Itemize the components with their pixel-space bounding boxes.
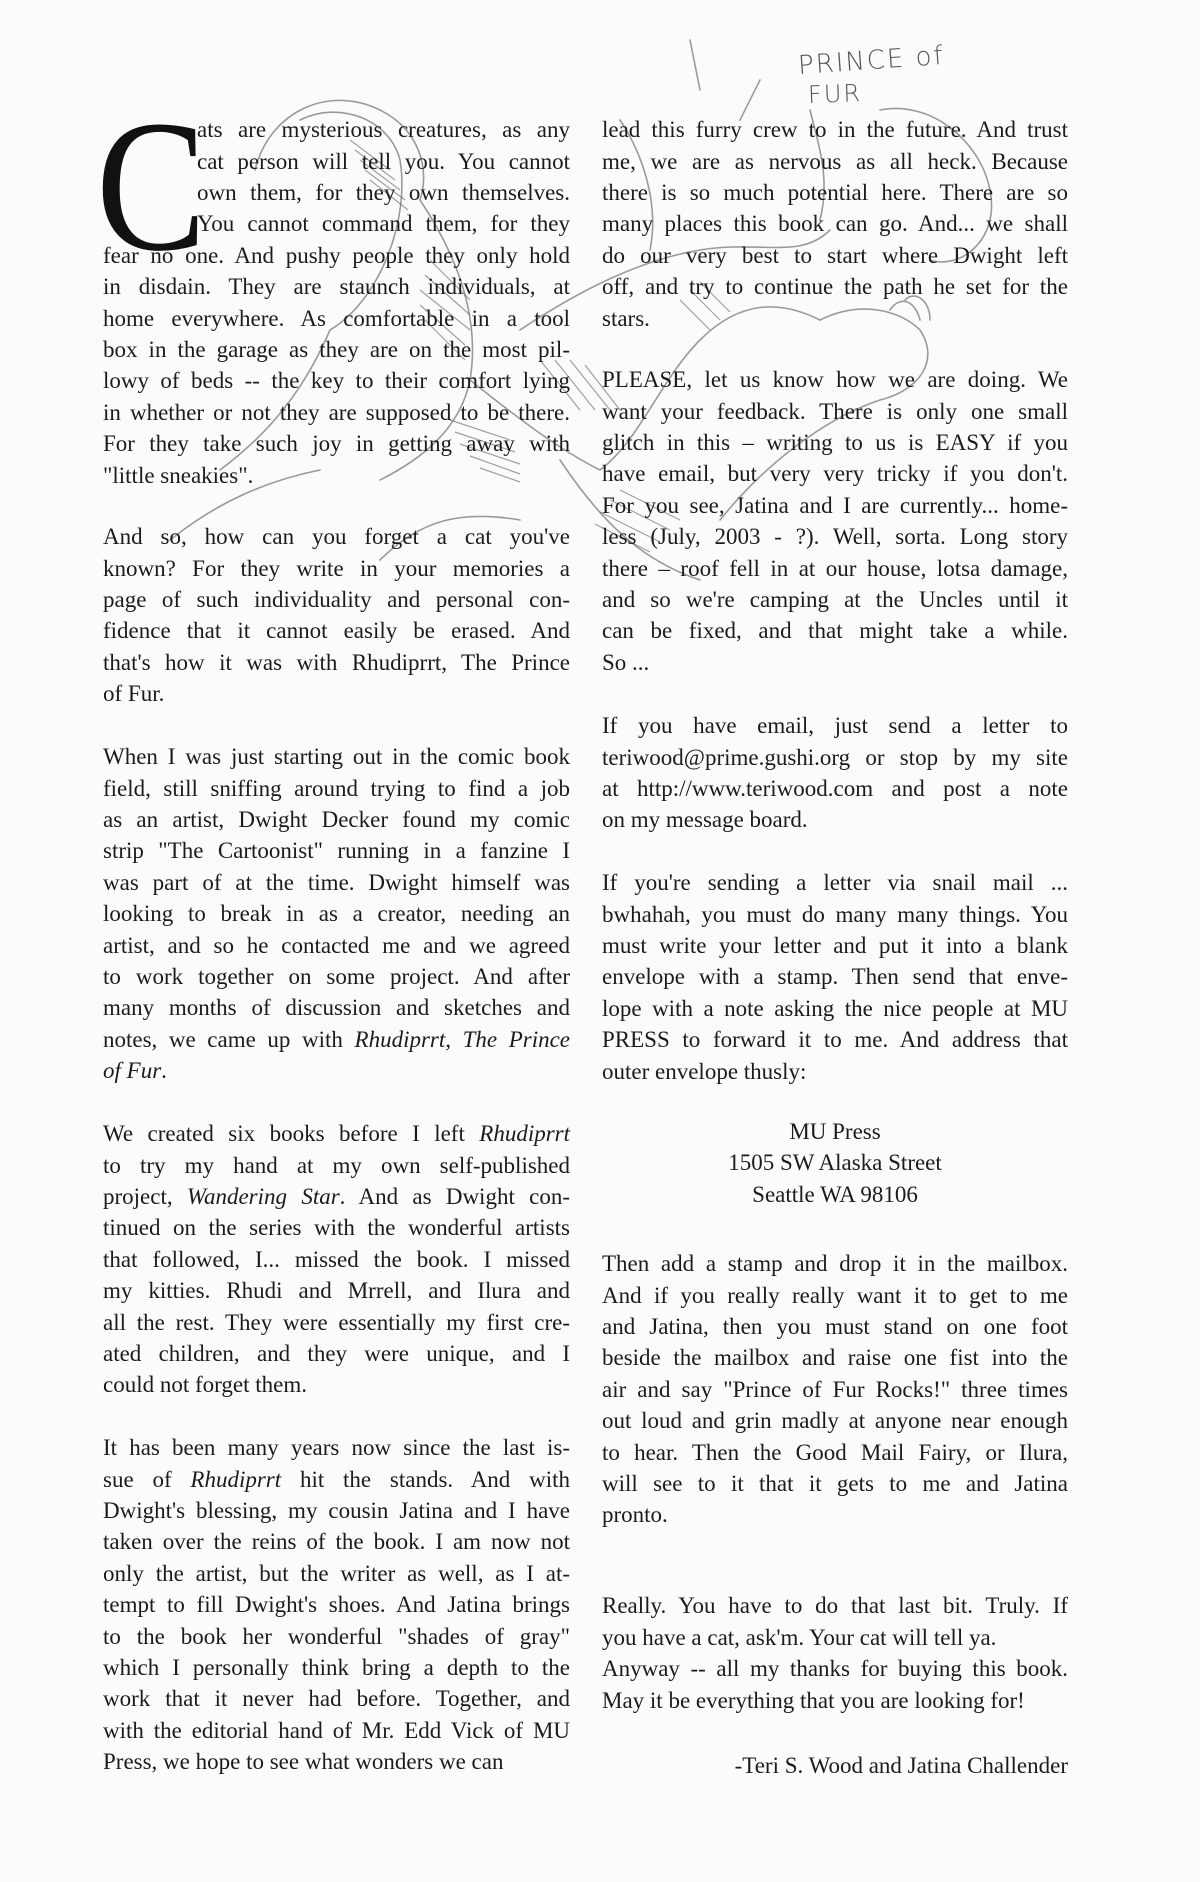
- text-line: [602, 303, 1068, 334]
- paragraph: [602, 1653, 1068, 1716]
- text-segment: And if you really really want it to get to me: [602, 1282, 1068, 1308]
- text-segment: For they take such joy in getting away with: [103, 431, 570, 457]
- text-segment: artist, and so he contacted me and we agreed: [103, 932, 570, 958]
- text-line: [602, 208, 1068, 239]
- text-segment: "little sneakies".: [103, 462, 254, 488]
- text-line: [602, 114, 1068, 145]
- text-line: [602, 396, 1068, 427]
- text-segment: can be fixed, and that might take a while.: [602, 618, 1068, 644]
- italic-title-text: of Fur: [103, 1058, 162, 1084]
- text-segment: PRESS to forward it to me. And address that: [602, 1027, 1068, 1053]
- text-line: [103, 303, 570, 334]
- text-line: [602, 427, 1068, 458]
- text-line: [103, 930, 570, 961]
- text-line: [602, 867, 1068, 898]
- text-segment: as an artist, Dwight Decker found my comic: [103, 807, 570, 833]
- text-line: [602, 1590, 1068, 1621]
- text-line: [103, 1495, 570, 1526]
- text-segment: work that it never had before. Together, and: [103, 1686, 570, 1712]
- text-line: [103, 773, 570, 804]
- text-segment: If you have email, just send a letter to: [602, 713, 1068, 739]
- text-line: [103, 271, 570, 302]
- text-segment: ats are mysterious creatures, as any: [197, 117, 570, 143]
- text-segment: have email, but very very tricky if you don't.: [602, 461, 1068, 487]
- text-segment: was part of at the time. Dwight himself was: [103, 869, 570, 895]
- text-segment: home everywhere. As comfortable in a tool: [103, 305, 570, 331]
- text-line: [103, 1589, 570, 1620]
- text-line: [103, 521, 570, 552]
- text-segment: Anyway -- all my thanks for buying this book.: [602, 1656, 1068, 1682]
- text-segment: many places this book can go. And... we shall: [602, 211, 1068, 237]
- text-segment: lowy of beds -- the key to their comfort lying: [103, 368, 570, 394]
- text-segment: in whether or not they are supposed to be there.: [103, 399, 570, 425]
- text-segment: there – roof fell in at our house, lotsa damage,: [602, 555, 1068, 581]
- text-line: [103, 647, 570, 678]
- text-segment: . And as Dwight con-: [339, 1184, 570, 1210]
- text-line: [602, 364, 1068, 395]
- text-line: [197, 114, 570, 145]
- text-segment: stars.: [602, 305, 650, 331]
- text-line: [602, 615, 1068, 646]
- text-segment: known? For they write in your memories a: [103, 555, 570, 581]
- paragraph: [602, 710, 1068, 836]
- text-line: [602, 1056, 1068, 1087]
- handwritten-title-line2: FUR: [807, 79, 863, 109]
- text-segment: there is so much potential here. There are so: [602, 180, 1068, 206]
- text-line: [103, 1746, 570, 1777]
- text-segment: We created six books before I left: [103, 1121, 480, 1147]
- text-segment: you have a cat, ask'm. Your cat will tell ya.: [602, 1624, 997, 1650]
- text-line: [602, 521, 1068, 552]
- text-segment: out loud and grin madly at anyone near enough: [602, 1408, 1068, 1434]
- text-line: [103, 835, 570, 866]
- italic-title-text: Rhudiprrt: [479, 1121, 570, 1147]
- text-line: [103, 397, 570, 428]
- text-line: [602, 146, 1068, 177]
- text-segment: .: [161, 1058, 167, 1084]
- text-line: [602, 1374, 1068, 1405]
- text-segment: all the rest. They were essentially my first cre-: [103, 1309, 570, 1335]
- text-segment: sue of: [103, 1466, 191, 1492]
- text-segment: fidence that it cannot easily be erased. And: [103, 618, 570, 644]
- text-segment: tempt to fill Dwight's shoes. And Jatina brings: [103, 1592, 570, 1618]
- text-line: [103, 584, 570, 615]
- text-line: [103, 1024, 570, 1055]
- text-segment: tinued on the series with the wonderful artists: [103, 1215, 570, 1241]
- text-segment: which I personally think bring a depth to the: [103, 1655, 570, 1681]
- text-line: [602, 773, 1068, 804]
- text-line: [602, 1342, 1068, 1373]
- text-segment: And so, how can you forget a cat you've: [103, 524, 570, 550]
- text-line: [103, 1212, 570, 1243]
- text-line: [197, 177, 570, 208]
- text-segment: project,: [103, 1184, 187, 1210]
- text-line: [602, 1499, 1068, 1530]
- text-line: [602, 584, 1068, 615]
- text-segment: When I was just starting out in the comic book: [103, 744, 570, 770]
- text-line: [602, 458, 1068, 489]
- text-line: [103, 1181, 570, 1212]
- paragraph: [602, 867, 1068, 1087]
- italic-title-text: Rhudiprrt, The Prince: [354, 1026, 570, 1052]
- text-segment: lope with a note asking the nice people at MU: [602, 995, 1068, 1021]
- text-line: [103, 553, 570, 584]
- text-line: [103, 1526, 570, 1557]
- text-segment: to work together on some project. And after: [103, 964, 570, 990]
- italic-title-text: Wandering Star: [186, 1184, 340, 1210]
- text-segment: to try my hand at my own self-published: [103, 1152, 570, 1178]
- text-line: [103, 898, 570, 929]
- text-line: [103, 1369, 570, 1400]
- text-segment: beside the mailbox and raise one fist into the: [602, 1345, 1068, 1371]
- paragraph: [103, 741, 570, 1086]
- text-line: [103, 1621, 570, 1652]
- text-line: [602, 899, 1068, 930]
- signature: -Teri S. Wood and Jatina Challender: [734, 1753, 1068, 1778]
- text-segment: PLEASE, let us know how we are doing. We: [602, 367, 1068, 393]
- text-line: [602, 647, 1068, 678]
- paragraph: [103, 1118, 570, 1401]
- text-line: [602, 490, 1068, 521]
- text-line: [602, 1622, 1068, 1653]
- text-segment: must write your letter and put it into a blank: [602, 933, 1068, 959]
- text-line: [602, 271, 1068, 302]
- text-segment: field, still sniffing around trying to find a job: [103, 775, 570, 801]
- text-line: [602, 1024, 1068, 1055]
- text-segment: So ...: [602, 649, 650, 675]
- text-segment: pronto.: [602, 1502, 668, 1528]
- text-segment: will see to it that it gets to me and Jatina: [602, 1471, 1068, 1497]
- text-line: [103, 1683, 570, 1714]
- text-line: [103, 867, 570, 898]
- text-line: [602, 1653, 1068, 1684]
- text-segment: You cannot command them, for they: [197, 211, 570, 237]
- text-segment: less (July, 2003 - ?). Well, sorta. Long story: [602, 524, 1068, 550]
- text-segment: at http://www.teriwood.com and post a note: [602, 776, 1068, 802]
- text-line: [602, 1685, 1068, 1716]
- text-segment: do our very best to start where Dwight left: [602, 242, 1068, 268]
- text-line: [103, 1118, 570, 1149]
- text-line: [103, 1244, 570, 1275]
- text-segment: strip "The Cartoonist" running in a fanzine I: [103, 838, 570, 864]
- text-line: [602, 804, 1068, 835]
- text-line: [103, 1275, 570, 1306]
- text-segment: glitch in this – writing to us is EASY if you: [602, 430, 1068, 456]
- text-line: [103, 1558, 570, 1589]
- text-segment: fear no one. And pushy people they only hold: [103, 242, 570, 268]
- text-line: [103, 804, 570, 835]
- text-line: [103, 1464, 570, 1495]
- text-segment: on my message board.: [602, 807, 808, 833]
- text-line: [103, 1338, 570, 1369]
- paragraph: [602, 114, 1068, 334]
- text-line: [103, 428, 570, 459]
- paragraph: [602, 1590, 1068, 1653]
- text-line: [602, 1311, 1068, 1342]
- text-segment: bwhahah, you must do many many things. You: [602, 901, 1068, 927]
- text-segment: teriwood@prime.gushi.org or stop by my site: [602, 744, 1068, 770]
- text-segment: May it be everything that you are looking for!: [602, 1687, 1025, 1713]
- text-line: [602, 710, 1068, 741]
- text-line: [103, 1150, 570, 1181]
- text-segment: to the book her wonderful "shades of gray": [103, 1623, 570, 1649]
- text-segment: many months of discussion and sketches and: [103, 995, 570, 1021]
- paragraph: [602, 1248, 1068, 1531]
- italic-title-text: Rhudiprrt: [190, 1466, 282, 1492]
- text-segment: off, and try to continue the path he set for the: [602, 274, 1068, 300]
- text-segment: notes, we came up with: [103, 1026, 355, 1052]
- text-segment: that followed, I... missed the book. I missed: [103, 1246, 570, 1272]
- drop-cap: C: [96, 81, 207, 290]
- text-segment: own them, for they own themselves.: [197, 180, 570, 206]
- text-segment: and so we're camping at the Uncles until it: [602, 587, 1068, 613]
- text-segment: only the artist, but the writer as well, as I at-: [103, 1560, 570, 1586]
- text-line: [602, 553, 1068, 584]
- text-segment: page of such individuality and personal con-: [103, 587, 570, 613]
- mailing-address: [602, 1116, 1068, 1210]
- text-segment: looking to break in as a creator, needing an: [103, 901, 570, 927]
- text-segment: of Fur.: [103, 681, 165, 707]
- text-line: [602, 1280, 1068, 1311]
- text-line: [602, 1437, 1068, 1468]
- text-segment: Dwight's blessing, my cousin Jatina and I have: [103, 1498, 570, 1524]
- text-line: [602, 961, 1068, 992]
- text-segment: to hear. Then the Good Mail Fairy, or Ilura,: [602, 1439, 1068, 1465]
- text-line: [103, 1652, 570, 1683]
- text-line: [103, 1307, 570, 1338]
- text-segment: that's how it was with Rhudiprrt, The Prince: [103, 649, 570, 675]
- text-segment: It has been many years now since the last is-: [103, 1435, 570, 1461]
- text-line: [602, 240, 1068, 271]
- text-line: [197, 208, 570, 239]
- text-segment: ated children, and they were unique, and I: [103, 1341, 570, 1367]
- text-segment: envelope with a stamp. Then send that enve-: [602, 964, 1068, 990]
- text-segment: and Jatina, then you must stand on one foot: [602, 1314, 1068, 1340]
- paragraph: [103, 1432, 570, 1777]
- text-line: [103, 1715, 570, 1746]
- text-segment: with the editorial hand of Mr. Edd Vick of MU: [103, 1717, 570, 1743]
- text-line: [103, 240, 570, 271]
- text-line: [103, 460, 570, 491]
- text-line: [602, 1248, 1068, 1279]
- text-segment: box in the garage as they are on the most pil-: [103, 337, 570, 363]
- text-segment: in disdain. They are staunch individuals, at: [103, 274, 570, 300]
- text-line: [103, 992, 570, 1023]
- text-line: [103, 1432, 570, 1463]
- text-segment: lead this furry crew to in the future. And trust: [602, 117, 1068, 143]
- paragraph: [103, 521, 570, 709]
- text-line: [103, 365, 570, 396]
- text-line: [103, 961, 570, 992]
- paragraph: [103, 114, 570, 491]
- text-segment: outer envelope thusly:: [602, 1058, 807, 1084]
- text-segment: For you see, Jatina and I are currently... home-: [602, 492, 1068, 518]
- handwritten-title-line1: PRINCE of: [797, 40, 946, 82]
- text-line: [103, 678, 570, 709]
- address-line: Seattle WA 98106: [752, 1181, 918, 1207]
- text-segment: could not forget them.: [103, 1372, 307, 1398]
- text-segment: me, we are as nervous as all heck. Because: [602, 148, 1068, 174]
- text-segment: air and say "Prince of Fur Rocks!" three times: [602, 1376, 1068, 1402]
- text-line: [602, 1468, 1068, 1499]
- address-line: 1505 SW Alaska Street: [728, 1150, 942, 1176]
- text-segment: my kitties. Rhudi and Mrrell, and Ilura and: [103, 1278, 570, 1304]
- text-line: [103, 741, 570, 772]
- text-line: [103, 334, 570, 365]
- text-line: [602, 1405, 1068, 1436]
- text-line: [103, 1055, 570, 1086]
- text-segment: taken over the reins of the book. I am now not: [103, 1529, 570, 1555]
- address-line: MU Press: [789, 1119, 881, 1144]
- text-segment: Really. You have to do that last bit. Truly. If: [602, 1593, 1068, 1619]
- text-segment: hit the stands. And with: [281, 1466, 570, 1492]
- text-segment: cat person will tell you. You cannot: [197, 148, 570, 174]
- paragraph: [602, 364, 1068, 678]
- text-segment: want your feedback. There is only one small: [602, 398, 1068, 424]
- text-line: [602, 742, 1068, 773]
- text-line: [602, 930, 1068, 961]
- text-segment: Press, we hope to see what wonders we can: [103, 1749, 504, 1775]
- text-line: [602, 993, 1068, 1024]
- text-line: [197, 146, 570, 177]
- text-line: [602, 177, 1068, 208]
- text-segment: Then add a stamp and drop it in the mailbox.: [602, 1251, 1068, 1277]
- text-segment: If you're sending a letter via snail mail ...: [602, 870, 1068, 896]
- text-line: [103, 615, 570, 646]
